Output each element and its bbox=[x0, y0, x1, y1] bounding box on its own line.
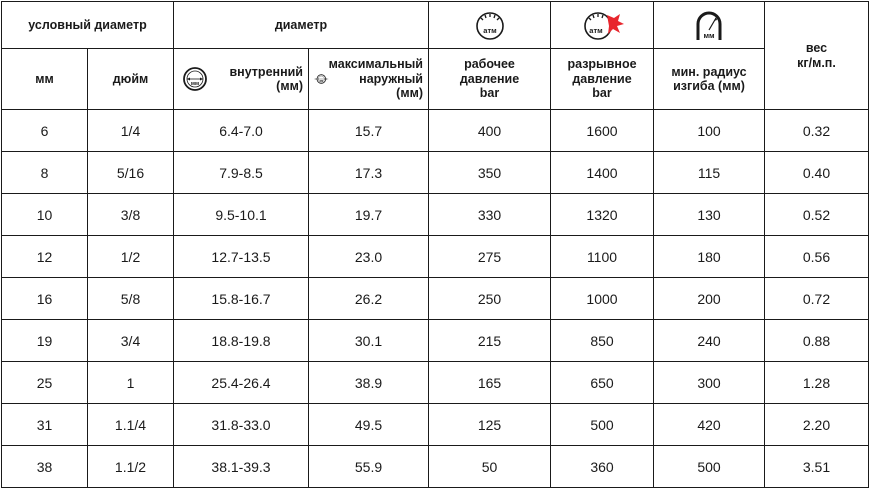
cell-inner: 38.1-39.3 bbox=[174, 446, 309, 488]
cell-outer: 19.7 bbox=[309, 194, 429, 236]
working-header-l2: давление bbox=[459, 71, 520, 86]
spec-rows bbox=[2, 110, 869, 488]
burst-header-l3: bar bbox=[592, 86, 612, 101]
table-row bbox=[2, 236, 869, 278]
cell-working: 350 bbox=[429, 152, 551, 194]
table-row bbox=[2, 446, 869, 488]
cell-burst: 850 bbox=[551, 320, 654, 362]
cell-inch: 1.1/4 bbox=[88, 404, 174, 446]
cell-burst: 1400 bbox=[551, 152, 654, 194]
outer-header-l1: максимальный bbox=[328, 57, 423, 72]
cell-mm: 25 bbox=[2, 362, 88, 404]
nominal-diameter-header: условный диаметр bbox=[2, 2, 174, 49]
cell-working: 250 bbox=[429, 278, 551, 320]
diameter-header: диаметр bbox=[174, 2, 429, 49]
burst-pressure-header bbox=[551, 49, 654, 110]
cell-burst: 650 bbox=[551, 362, 654, 404]
cell-working: 165 bbox=[429, 362, 551, 404]
inner-icon-mm-label: мм bbox=[190, 81, 200, 87]
cell-burst: 1000 bbox=[551, 278, 654, 320]
outer-diameter-icon bbox=[314, 66, 329, 92]
cell-outer: 49.5 bbox=[309, 404, 429, 446]
cell-outer: 26.2 bbox=[309, 278, 429, 320]
cell-inner: 6.4-7.0 bbox=[174, 110, 309, 152]
cell-weight: 3.51 bbox=[765, 446, 869, 488]
working-header-l1: рабочее bbox=[464, 57, 515, 72]
cell-inch: 5/16 bbox=[88, 152, 174, 194]
cell-working: 330 bbox=[429, 194, 551, 236]
cell-radius: 115 bbox=[654, 152, 765, 194]
cell-mm: 19 bbox=[2, 320, 88, 362]
working-pressure-icon-cell bbox=[429, 2, 551, 49]
cell-outer: 30.1 bbox=[309, 320, 429, 362]
mm-header: мм bbox=[2, 49, 88, 110]
cell-burst: 1600 bbox=[551, 110, 654, 152]
radius-mm-label: мм bbox=[703, 31, 715, 40]
bend-radius-header bbox=[654, 49, 765, 110]
table-row bbox=[2, 278, 869, 320]
burst-header-l2: давление bbox=[572, 71, 632, 86]
working-header-l3: bar bbox=[479, 86, 500, 101]
inch-header: дюйм bbox=[88, 49, 174, 110]
table-row bbox=[2, 362, 869, 404]
cell-mm: 10 bbox=[2, 194, 88, 236]
cell-working: 275 bbox=[429, 236, 551, 278]
weight-header-l2: кг/м.п. bbox=[797, 55, 836, 70]
cell-radius: 500 bbox=[654, 446, 765, 488]
cell-inch: 1/4 bbox=[88, 110, 174, 152]
cell-outer: 38.9 bbox=[309, 362, 429, 404]
cell-inch: 1/2 bbox=[88, 236, 174, 278]
bend-radius-icon-cell bbox=[654, 2, 765, 49]
cell-mm: 12 bbox=[2, 236, 88, 278]
burst-gauge-atm-label: атм bbox=[589, 26, 603, 35]
cell-burst: 360 bbox=[551, 446, 654, 488]
outer-header-l3: (мм) bbox=[396, 86, 423, 101]
cell-inner: 25.4-26.4 bbox=[174, 362, 309, 404]
inner-header-l1: внутренний bbox=[229, 64, 303, 79]
working-pressure-header bbox=[429, 49, 551, 110]
cell-weight: 0.72 bbox=[765, 278, 869, 320]
cell-radius: 420 bbox=[654, 404, 765, 446]
cell-mm: 38 bbox=[2, 446, 88, 488]
table-row bbox=[2, 320, 869, 362]
cell-outer: 23.0 bbox=[309, 236, 429, 278]
weight-header-l1: вес bbox=[805, 41, 828, 56]
cell-outer: 15.7 bbox=[309, 110, 429, 152]
cell-inner: 18.8-19.8 bbox=[174, 320, 309, 362]
cell-weight: 0.88 bbox=[765, 320, 869, 362]
cell-mm: 8 bbox=[2, 152, 88, 194]
cell-radius: 100 bbox=[654, 110, 765, 152]
cell-weight: 0.56 bbox=[765, 236, 869, 278]
outer-diameter-header bbox=[309, 49, 429, 110]
inner-diameter-icon bbox=[179, 66, 211, 92]
cell-weight: 0.32 bbox=[765, 110, 869, 152]
cell-radius: 240 bbox=[654, 320, 765, 362]
radius-header-l2: изгиба (мм) bbox=[673, 79, 745, 93]
gauge-atm-label: атм bbox=[482, 26, 497, 35]
outer-header-l2: наружный bbox=[359, 71, 423, 86]
cell-mm: 6 bbox=[2, 110, 88, 152]
cell-outer: 55.9 bbox=[309, 446, 429, 488]
hose-spec-table bbox=[1, 1, 869, 488]
cell-inner: 12.7-13.5 bbox=[174, 236, 309, 278]
cell-inch: 3/8 bbox=[88, 194, 174, 236]
cell-radius: 300 bbox=[654, 362, 765, 404]
burst-header-l1: разрывное bbox=[567, 57, 637, 72]
outer-icon-mm-label: мм bbox=[319, 79, 324, 83]
cell-radius: 200 bbox=[654, 278, 765, 320]
inner-diameter-header bbox=[174, 49, 309, 110]
cell-inch: 1 bbox=[88, 362, 174, 404]
bend-radius-icon bbox=[692, 8, 726, 42]
cell-radius: 180 bbox=[654, 236, 765, 278]
cell-weight: 1.28 bbox=[765, 362, 869, 404]
cell-inner: 31.8-33.0 bbox=[174, 404, 309, 446]
cell-weight: 0.40 bbox=[765, 152, 869, 194]
pressure-gauge-icon bbox=[470, 9, 510, 41]
cell-inner: 15.8-16.7 bbox=[174, 278, 309, 320]
cell-burst: 1100 bbox=[551, 236, 654, 278]
inner-header-l2: (мм) bbox=[276, 79, 303, 93]
cell-working: 50 bbox=[429, 446, 551, 488]
cell-inner: 9.5-10.1 bbox=[174, 194, 309, 236]
cell-working: 215 bbox=[429, 320, 551, 362]
burst-pressure-icon-cell bbox=[551, 2, 654, 49]
cell-burst: 500 bbox=[551, 404, 654, 446]
cell-inch: 3/4 bbox=[88, 320, 174, 362]
table-row bbox=[2, 110, 869, 152]
cell-working: 400 bbox=[429, 110, 551, 152]
cell-radius: 130 bbox=[654, 194, 765, 236]
radius-header-l1: мин. радиус bbox=[671, 64, 747, 79]
cell-weight: 2.20 bbox=[765, 404, 869, 446]
table-row bbox=[2, 152, 869, 194]
cell-outer: 17.3 bbox=[309, 152, 429, 194]
table-row bbox=[2, 194, 869, 236]
weight-header bbox=[765, 2, 869, 110]
burst-gauge-icon bbox=[578, 9, 626, 41]
cell-working: 125 bbox=[429, 404, 551, 446]
cell-weight: 0.52 bbox=[765, 194, 869, 236]
cell-burst: 1320 bbox=[551, 194, 654, 236]
cell-inner: 7.9-8.5 bbox=[174, 152, 309, 194]
table-row bbox=[2, 404, 869, 446]
cell-inch: 1.1/2 bbox=[88, 446, 174, 488]
cell-inch: 5/8 bbox=[88, 278, 174, 320]
cell-mm: 31 bbox=[2, 404, 88, 446]
cell-mm: 16 bbox=[2, 278, 88, 320]
